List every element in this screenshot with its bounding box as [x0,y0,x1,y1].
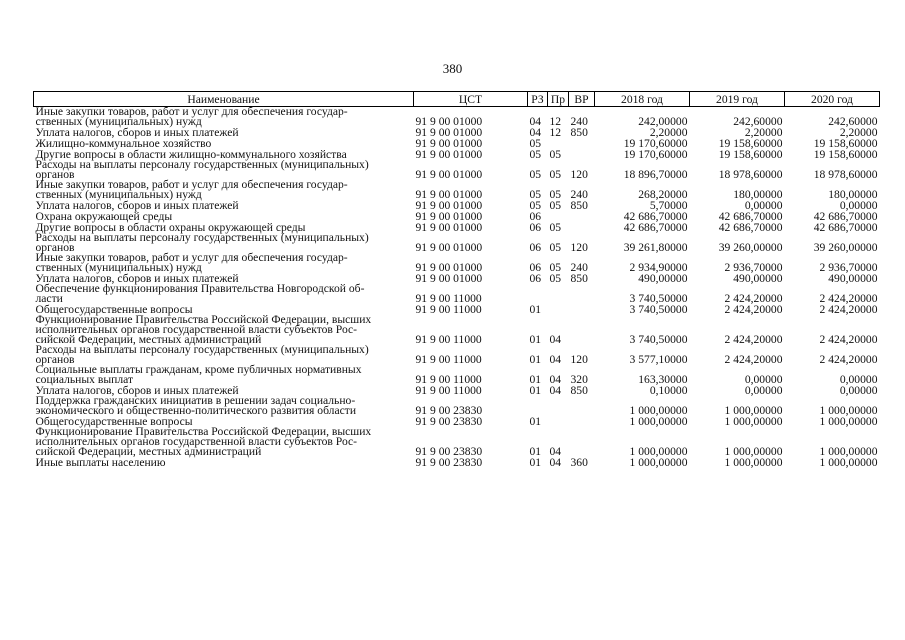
cell-2020: 18 978,60000 [813,168,878,181]
cell-pr: 04 [549,373,562,386]
cell-name: Другие вопросы в области охраны окружающей среды [35,221,306,234]
table-row [34,284,880,304]
cell-vr [569,222,595,233]
cell-rz: 01 [529,373,542,386]
cell-2020: 42 686,70000 [813,221,878,234]
cell-name: Общегосударственные вопросы [35,303,193,316]
cell-vr: 120 [570,168,588,181]
cell-2018: 5,70000 [649,199,688,212]
cell-2020: 1 000,00000 [819,404,878,417]
cell-rz [528,284,548,304]
header-pr: Пр [548,92,569,107]
header-vr: ВР [569,92,595,107]
cell-name: Функционирование Правительства Российской Федерации, высших исполнительных органов государственной власти субъектов Рос- сийской Федерации, местных администраций [35,425,372,458]
cell-vr: 240 [570,188,588,201]
cell-2019: 1 000,00000 [724,445,783,458]
cell-2018: 1 000,00000 [629,445,688,458]
cell-vr [569,149,595,160]
cell-2018: 42 686,70000 [623,221,688,234]
cell-cst: 91 9 00 23830 [415,445,483,458]
cell-vr: 240 [570,115,588,128]
cell-rz: 05 [529,188,542,201]
cell-pr: 12 [549,115,562,128]
cell-name: Поддержка гражданских инициатив в решении задач социально- экономического и общественно-политического развития области [35,394,357,417]
cell-pr: 05 [549,241,562,254]
cell-2018: 3 740,50000 [629,303,688,316]
cell-vr [569,304,595,315]
cell-pr: 04 [549,384,562,397]
cell-name: Расходы на выплаты персоналу государственных (муниципальных) органов [35,343,369,366]
cell-rz: 01 [529,353,542,366]
cell-rz: 05 [529,168,542,181]
cell-2018: 2 934,90000 [629,261,688,274]
cell-pr [548,416,569,427]
cell-2019: 19 158,60000 [718,148,783,161]
header-cst: ЦСТ [414,92,528,107]
table-row [34,253,880,273]
cell-rz: 05 [529,137,542,150]
cell-2020: 19 158,60000 [813,148,878,161]
cell-2018: 1 000,00000 [629,415,688,428]
cell-2019: 242,60000 [733,115,783,128]
cell-2018: 1 000,00000 [629,404,688,417]
cell-rz: 01 [529,445,542,458]
cell-2019: 2 424,20000 [724,333,783,346]
cell-2018: 0,10000 [649,384,688,397]
cell-pr: 05 [549,261,562,274]
cell-name: Уплата налогов, сборов и иных платежей [35,384,239,397]
cell-vr [569,211,595,222]
cell-vr: 850 [570,272,588,285]
cell-2019: 1 000,00000 [724,404,783,417]
cell-2020: 1 000,00000 [819,456,878,469]
cell-cst: 91 9 00 01000 [415,188,483,201]
cell-2019: 2 424,20000 [724,353,783,366]
header-2018: 2018 год [595,92,690,107]
cell-pr: 04 [549,445,562,458]
cell-cst: 91 9 00 11000 [415,303,482,316]
cell-cst: 91 9 00 11000 [415,292,482,305]
cell-vr: 850 [570,126,588,139]
cell-2020: 180,00000 [828,188,878,201]
cell-2018: 18 896,70000 [623,168,688,181]
cell-vr [569,315,595,345]
page-number: 380 [442,61,463,76]
header-2020: 2020 год [785,92,880,107]
cell-rz: 01 [529,333,542,346]
cell-2019: 2,20000 [744,126,783,139]
cell-name: Уплата налогов, сборов и иных платежей [35,126,239,139]
cell-2018: 163,30000 [638,373,688,386]
cell-cst: 91 9 00 23830 [415,415,483,428]
cell-2019: 2 424,20000 [724,292,783,305]
cell-2018: 19 170,60000 [623,148,688,161]
cell-2020: 2 424,20000 [819,292,878,305]
cell-2020: 2 424,20000 [819,303,878,316]
cell-2018: 3 740,50000 [629,333,688,346]
cell-2018: 268,20000 [638,188,688,201]
cell-rz: 05 [529,199,542,212]
cell-pr: 04 [549,333,562,346]
cell-pr: 05 [549,168,562,181]
cell-2019: 180,00000 [733,188,783,201]
cell-2020: 242,60000 [828,115,878,128]
cell-cst: 91 9 00 01000 [415,115,483,128]
cell-rz: 01 [529,456,542,469]
budget-table [33,91,880,468]
cell-2018: 2,20000 [649,126,688,139]
cell-2020: 1 000,00000 [819,445,878,458]
cell-2018: 242,00000 [638,115,688,128]
cell-cst: 91 9 00 11000 [415,373,482,386]
cell-cst: 91 9 00 11000 [415,333,482,346]
cell-2020: 1 000,00000 [819,415,878,428]
cell-name: Иные закупки товаров, работ и услуг для обеспечения государ- ственных (муниципальных) нужд [35,251,348,274]
cell-name: Общегосударственные вопросы [35,415,193,428]
cell-vr: 120 [570,241,588,254]
cell-pr: 05 [549,188,562,201]
table-row [34,180,880,200]
cell-2019: 42 686,70000 [718,210,783,223]
cell-cst: 91 9 00 01000 [415,221,483,234]
cell-name: Жилищно-коммунальное хозяйство [35,137,212,150]
cell-2019: 2 936,70000 [724,261,783,274]
cell-cst: 91 9 00 11000 [415,353,482,366]
cell-rz: 05 [529,148,542,161]
table-row [34,396,880,416]
cell-rz: 06 [529,261,542,274]
cell-2019: 42 686,70000 [718,221,783,234]
cell-name: Иные закупки товаров, работ и услуг для обеспечения государ- ственных (муниципальных) нужд [35,105,348,128]
cell-2019: 1 000,00000 [724,456,783,469]
cell-2018: 39 261,80000 [623,241,688,254]
cell-2020: 2 424,20000 [819,353,878,366]
cell-cst: 91 9 00 01000 [415,261,483,274]
cell-2019: 2 424,20000 [724,303,783,316]
cell-2019: 1 000,00000 [724,415,783,428]
cell-rz: 04 [529,126,542,139]
cell-vr [569,416,595,427]
cell-name: Обеспечение функционирования Правительства Новгородской об- ласти [35,282,365,305]
header-name: Наименование [34,92,414,107]
table-row [34,427,880,457]
cell-vr: 120 [570,353,588,366]
cell-name: Расходы на выплаты персоналу государственных (муниципальных) органов [35,158,369,181]
cell-pr: 05 [549,148,562,161]
cell-cst: 91 9 00 01000 [415,272,483,285]
cell-2019: 0,00000 [744,384,783,397]
cell-rz: 01 [529,415,542,428]
cell-pr: 05 [549,199,562,212]
cell-name: Функционирование Правительства Российской Федерации, высших исполнительных органов государственной власти субъектов Рос- сийской Федерации, местных администраций [35,313,372,346]
cell-2018: 42 686,70000 [623,210,688,223]
cell-name: Расходы на выплаты персоналу государственных (муниципальных) органов [35,231,369,254]
cell-rz: 06 [529,241,542,254]
cell-name: Охрана окружающей среды [35,210,173,223]
table-row [34,345,880,365]
cell-rz: 06 [529,221,542,234]
cell-2019: 19 158,60000 [718,137,783,150]
cell-vr [569,396,595,416]
cell-vr: 240 [570,261,588,274]
cell-2018: 490,00000 [638,272,688,285]
cell-vr [569,138,595,149]
table-row [34,315,880,345]
cell-2020: 42 686,70000 [813,210,878,223]
cell-rz [528,396,548,416]
cell-2020: 0,00000 [839,199,878,212]
cell-cst: 91 9 00 01000 [415,148,483,161]
cell-cst: 91 9 00 01000 [415,199,483,212]
cell-2019: 490,00000 [733,272,783,285]
cell-cst: 91 9 00 01000 [415,126,483,139]
cell-pr: 05 [549,221,562,234]
table-row [34,160,880,180]
cell-pr [548,284,569,304]
cell-vr: 360 [570,456,588,469]
cell-rz: 06 [529,272,542,285]
cell-2020: 0,00000 [839,373,878,386]
table-row [34,457,880,468]
cell-2019: 0,00000 [744,373,783,386]
header-2019: 2019 год [690,92,785,107]
cell-2020: 2,20000 [839,126,878,139]
cell-pr: 04 [549,353,562,366]
cell-pr: 04 [549,456,562,469]
cell-2019: 0,00000 [744,199,783,212]
cell-2018: 1 000,00000 [629,456,688,469]
cell-pr: 05 [549,272,562,285]
cell-vr: 320 [570,373,588,386]
header-rz: РЗ [528,92,548,107]
cell-cst: 91 9 00 23830 [415,404,483,417]
cell-2020: 490,00000 [828,272,878,285]
cell-rz: 04 [529,115,542,128]
cell-2018: 3 740,50000 [629,292,688,305]
cell-pr [548,396,569,416]
cell-name: Иные закупки товаров, работ и услуг для обеспечения государ- ственных (муниципальных) нужд [35,178,348,201]
table-body [34,107,880,469]
cell-name: Другие вопросы в области жилищно-коммунального хозяйства [35,148,347,161]
cell-cst: 91 9 00 01000 [415,241,483,254]
cell-2018: 19 170,60000 [623,137,688,150]
cell-vr [569,284,595,304]
cell-2018: 3 577,10000 [629,353,688,366]
cell-2019: 39 260,00000 [718,241,783,254]
cell-2020: 0,00000 [839,384,878,397]
cell-2020: 19 158,60000 [813,137,878,150]
cell-cst: 91 9 00 01000 [415,168,483,181]
cell-name: Иные выплаты населению [35,456,166,469]
cell-pr [548,304,569,315]
cell-cst: 91 9 00 11000 [415,384,482,397]
table-row [34,233,880,253]
cell-rz: 06 [529,210,542,223]
cell-cst: 91 9 00 01000 [415,137,483,150]
cell-cst: 91 9 00 01000 [415,210,483,223]
table-row [34,365,880,385]
cell-rz: 01 [529,384,542,397]
cell-2020: 39 260,00000 [813,241,878,254]
cell-rz: 01 [529,303,542,316]
cell-2020: 2 936,70000 [819,261,878,274]
cell-pr: 12 [549,126,562,139]
cell-2019: 18 978,60000 [718,168,783,181]
cell-name: Социальные выплаты гражданам, кроме публичных нормативных социальных выплат [35,363,362,386]
cell-vr: 850 [570,384,588,397]
cell-name: Уплата налогов, сборов и иных платежей [35,272,239,285]
table-row [34,107,880,128]
cell-cst: 91 9 00 23830 [415,456,483,469]
cell-vr [569,427,595,457]
cell-vr: 850 [570,199,588,212]
cell-name: Уплата налогов, сборов и иных платежей [35,199,239,212]
cell-2020: 2 424,20000 [819,333,878,346]
